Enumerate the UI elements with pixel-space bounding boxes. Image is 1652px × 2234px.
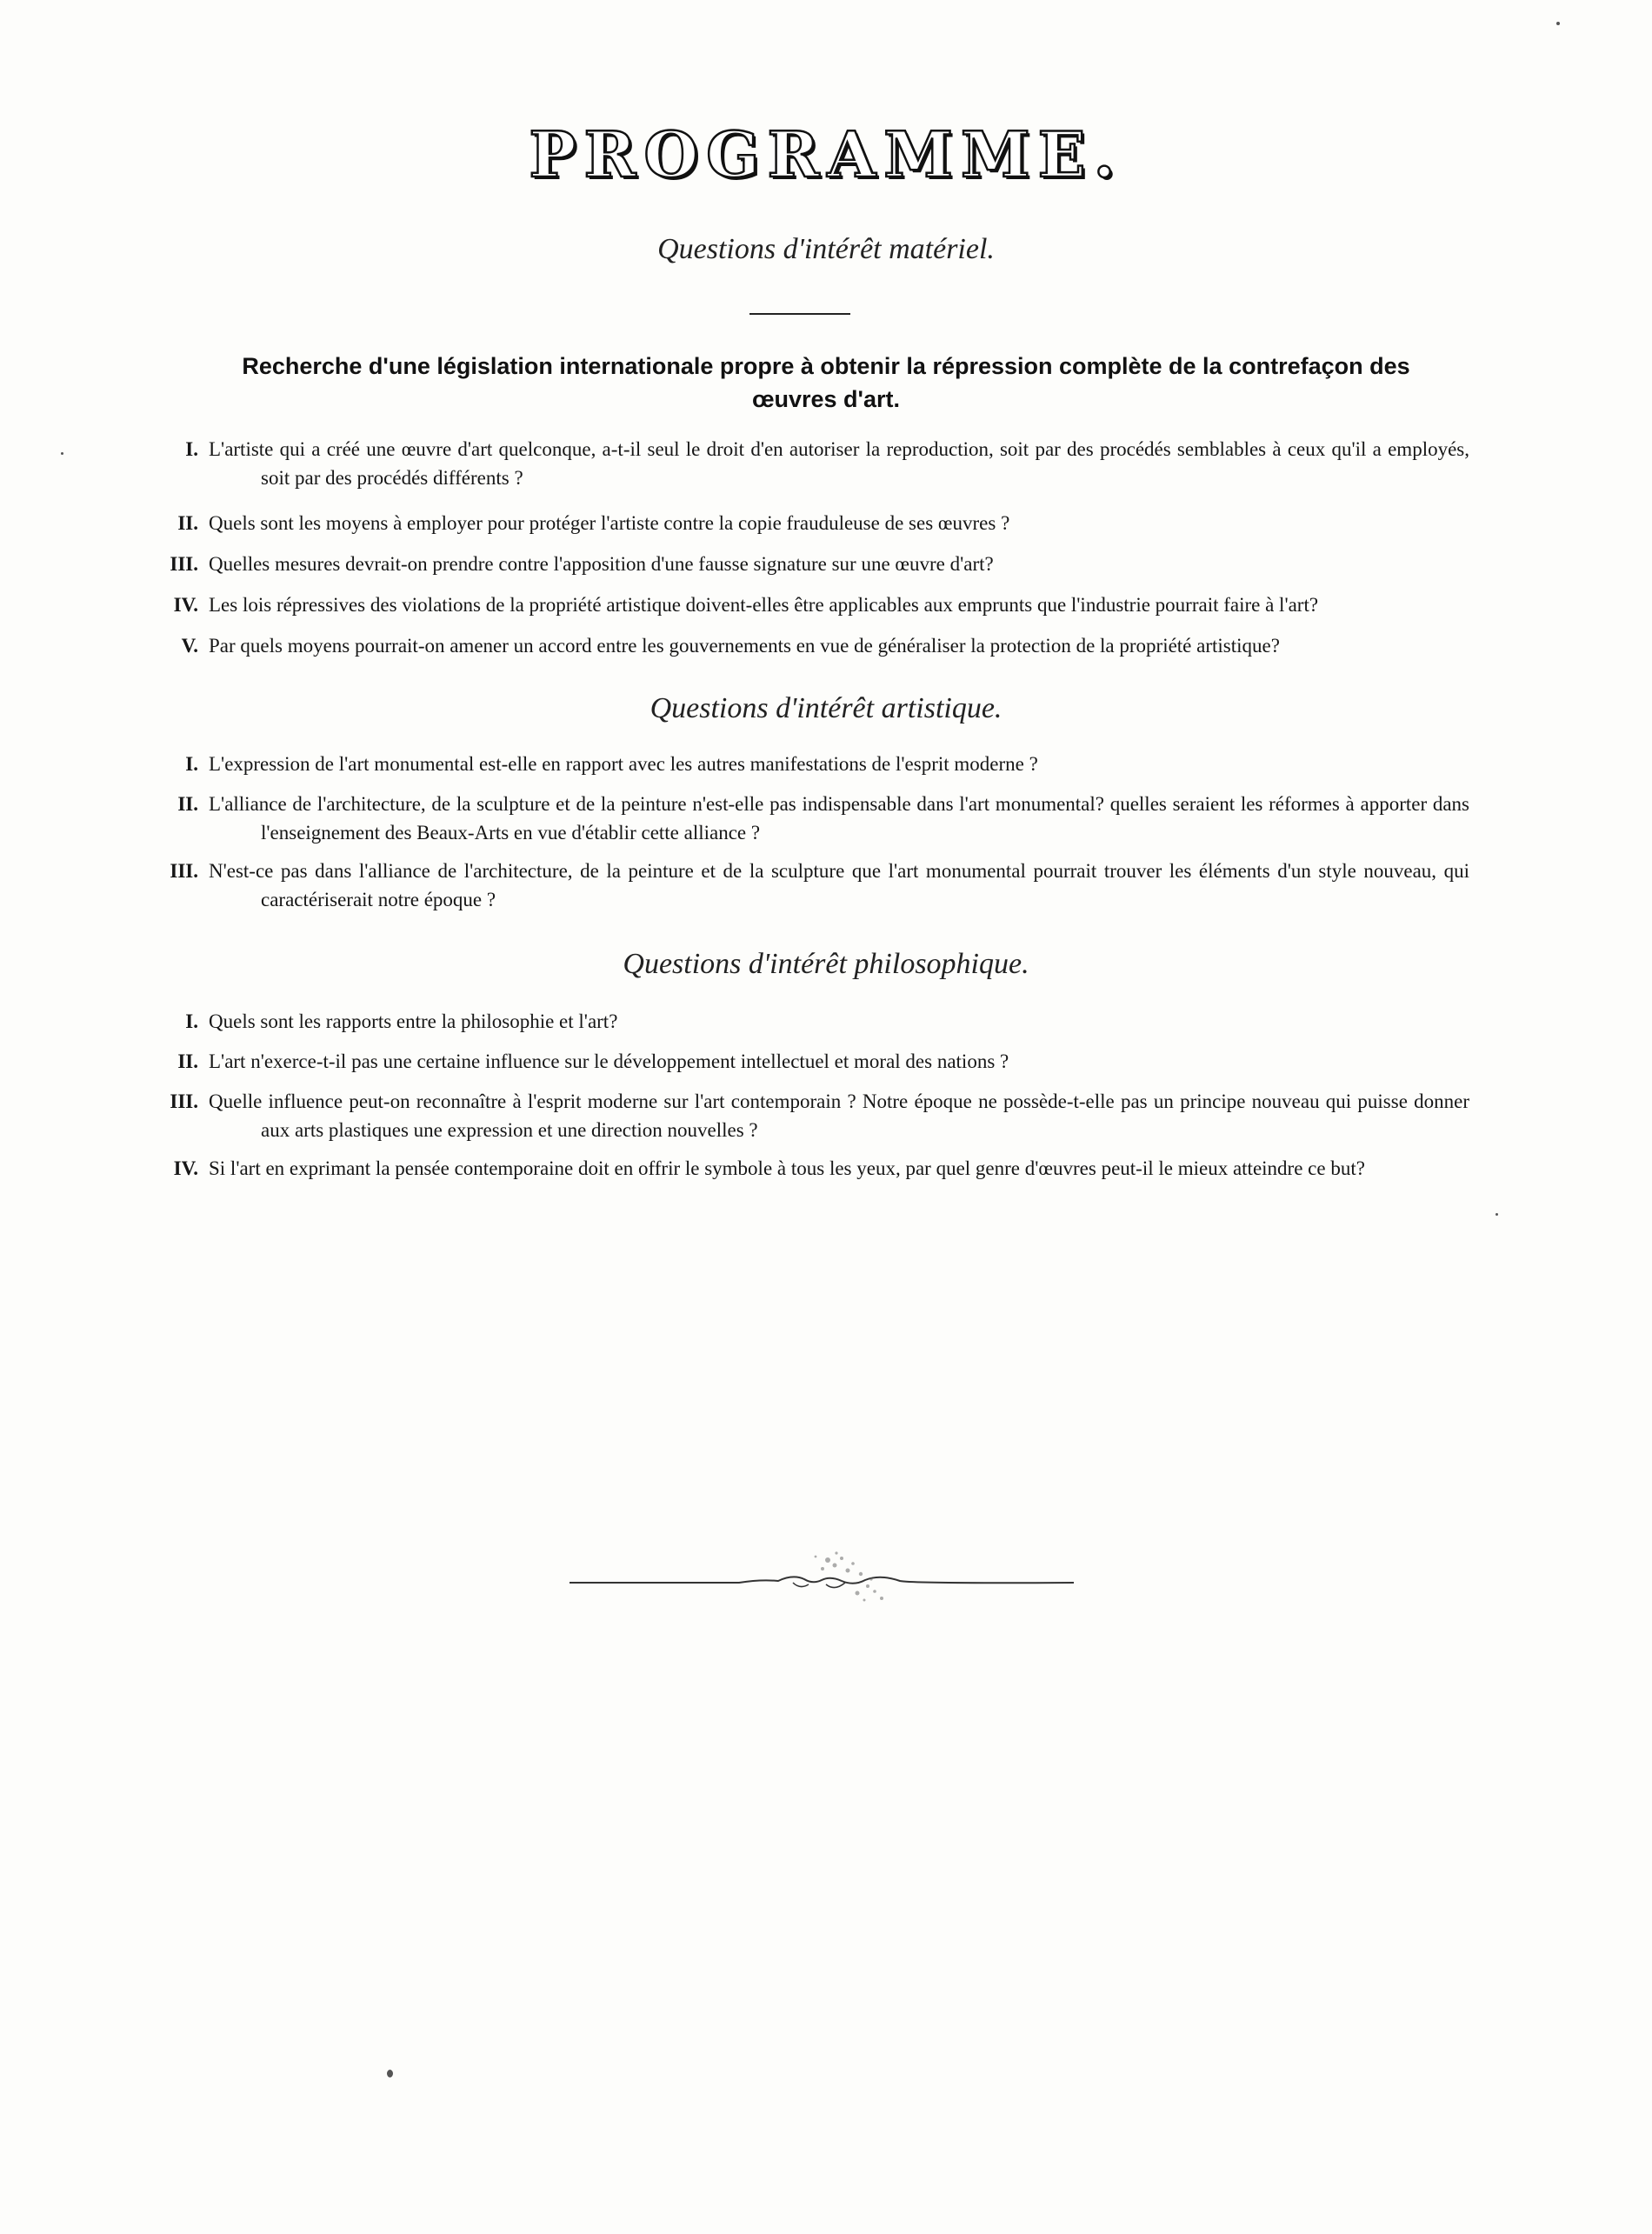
question-text: Quels sont les moyens à employer pour protéger l'artiste contre la copie frauduleuse de ses œuvres ? bbox=[209, 512, 1010, 534]
question-number: II. bbox=[177, 1050, 198, 1072]
scan-speck bbox=[387, 2070, 393, 2077]
page-title: PROGRAMME. bbox=[529, 117, 1123, 191]
question-item bbox=[148, 1154, 1469, 1183]
section-lead: Recherche d'une législation internationale propre à obtenir la répression complète de la contrefaçon des œuvres d'art. bbox=[242, 353, 1410, 412]
question-text: Quelles mesures devrait-on prendre contre l'apposition d'une fausse signature sur une œuvre d'art? bbox=[209, 553, 994, 575]
question-number: I. bbox=[185, 438, 198, 460]
question-item bbox=[148, 550, 1469, 578]
scan-speck bbox=[61, 452, 63, 455]
question-item bbox=[148, 1047, 1469, 1076]
question-number: III. bbox=[170, 1090, 198, 1112]
question-text: L'expression de l'art monumental est-elle en rapport avec les autres manifestations de l'esprit moderne ? bbox=[209, 753, 1038, 775]
section-heading-philosophical: Questions d'intérêt philosophique. bbox=[623, 948, 1029, 980]
question-text: Quelle influence peut-on reconnaître à l'esprit moderne sur l'art contemporain ? Notre époque ne possède-t-elle pas un principe nouveau qui puisse donner aux arts plastiques une expression et une direction nouvelles ? bbox=[209, 1090, 1469, 1141]
divider-rule bbox=[749, 313, 850, 315]
question-text: L'art n'exerce-t-il pas une certaine influence sur le développement intellectuel et moral des nations ? bbox=[209, 1050, 1009, 1072]
question-number: IV. bbox=[173, 1157, 198, 1179]
question-number: IV. bbox=[173, 594, 198, 616]
ornament-divider bbox=[565, 1548, 1078, 1626]
question-number: III. bbox=[170, 860, 198, 882]
question-item bbox=[148, 590, 1469, 619]
question-item bbox=[148, 509, 1469, 537]
question-item bbox=[148, 631, 1469, 660]
question-number: I. bbox=[185, 753, 198, 775]
question-number: III. bbox=[170, 553, 198, 575]
scan-speck bbox=[1556, 22, 1560, 25]
section-heading-artistic: Questions d'intérêt artistique. bbox=[649, 692, 1003, 724]
question-number: V. bbox=[181, 635, 198, 657]
question-number: II. bbox=[177, 512, 198, 534]
question-item bbox=[148, 435, 1469, 492]
question-text: N'est-ce pas dans l'alliance de l'architecture, de la peinture et de la sculpture que l'art monumental pourrait trouver les éléments d'un style nouveau, qui caractériserait notre époque ? bbox=[209, 860, 1469, 910]
question-text: L'artiste qui a créé une œuvre d'art quelconque, a-t-il seul le droit d'en autoriser la reproduction, soit par des procédés semblables à ceux qu'il a employés, soit par des procédés différents ? bbox=[209, 438, 1469, 489]
scan-speck bbox=[1495, 1213, 1498, 1216]
question-text: L'alliance de l'architecture, de la sculpture et de la peinture n'est-elle pas indispensable dans l'art monumental? quelles seraient les réformes à apporter dans l'enseignement des Beaux-Arts en vue d'établir cette alliance ? bbox=[209, 793, 1469, 844]
question-item bbox=[148, 790, 1469, 847]
question-text: Les lois répressives des violations de la propriété artistique doivent-elles être applicables aux emprunts que l'industrie pourrait faire à l'art? bbox=[209, 594, 1319, 616]
section-heading-material: Questions d'intérêt matériel. bbox=[657, 233, 995, 265]
question-number: II. bbox=[177, 793, 198, 815]
question-item bbox=[148, 857, 1469, 914]
question-text: Par quels moyens pourrait-on amener un accord entre les gouvernements en vue de généraliser la protection de la propriété artistique? bbox=[209, 635, 1280, 657]
question-text: Si l'art en exprimant la pensée contemporaine doit en offrir le symbole à tous les yeux, par quel genre d'œuvres peut-il le mieux atteindre ce but? bbox=[209, 1157, 1365, 1179]
question-text: Quels sont les rapports entre la philosophie et l'art? bbox=[209, 1010, 618, 1032]
question-item bbox=[148, 750, 1469, 778]
question-number: I. bbox=[185, 1010, 198, 1032]
question-item bbox=[148, 1007, 1469, 1036]
question-item bbox=[148, 1087, 1469, 1144]
